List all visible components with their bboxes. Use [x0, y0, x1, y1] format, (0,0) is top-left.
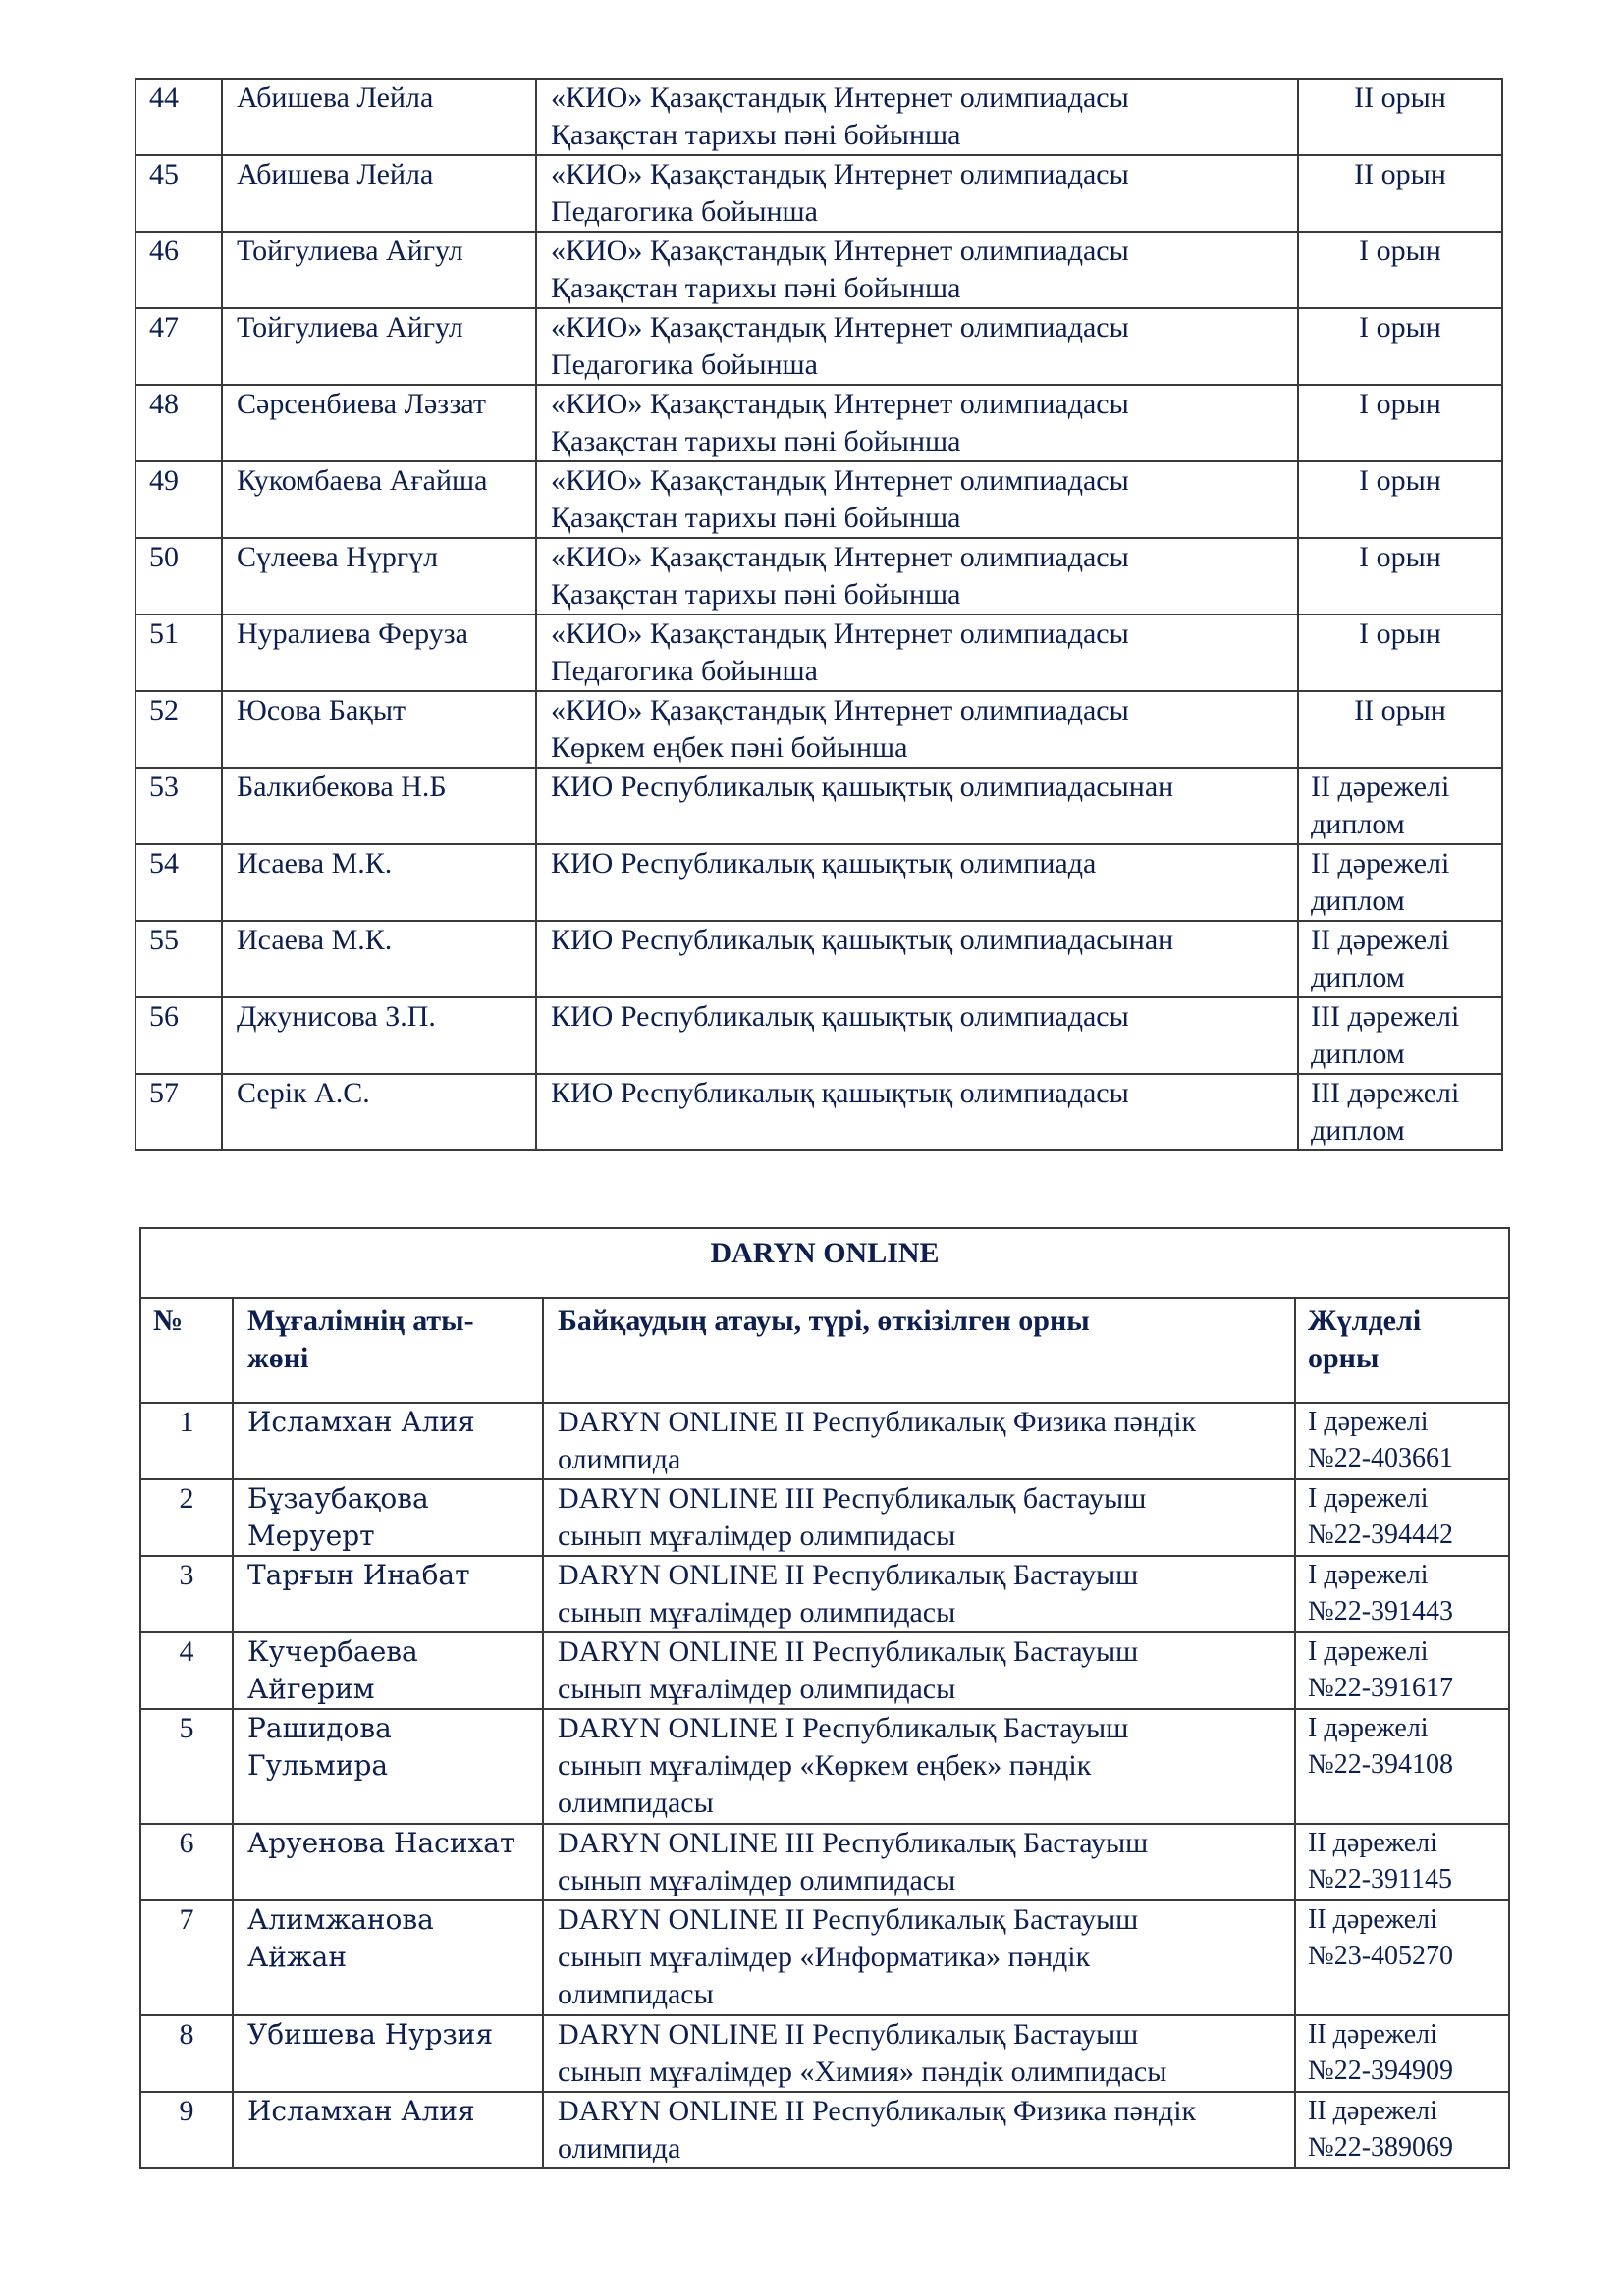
place-cell: [1295, 2015, 1509, 2092]
header-event: Байқаудың атауы, түрі, өткізілген орны: [543, 1298, 1295, 1403]
teacher-name: [233, 1556, 543, 1632]
table-row: [135, 308, 1502, 385]
place-line: диплом: [1311, 1038, 1405, 1070]
teacher-name: Юсова Бақыт: [222, 691, 536, 768]
place-cell: [1295, 1479, 1509, 1556]
table-row: [135, 538, 1502, 614]
header-line: Мұғалімнің аты-: [247, 1305, 474, 1337]
event-cell: [543, 1556, 1295, 1632]
row-number: 53: [135, 768, 222, 844]
certificate-number: №23-405270: [1308, 1941, 1454, 1971]
name-line: Исламхан Алия: [247, 2095, 475, 2127]
table-row: [135, 997, 1502, 1074]
event-cell: [543, 2092, 1295, 2168]
place-cell: [1298, 691, 1502, 768]
daryn-online-table: [139, 1227, 1510, 2169]
place-cell: [1298, 844, 1502, 921]
teacher-name: Джунисова З.П.: [222, 997, 536, 1074]
place-line: II дәрежелі: [1311, 771, 1450, 803]
certificate-number: №22-394108: [1308, 1749, 1454, 1780]
event-cell: [543, 1709, 1295, 1824]
event-line: «КИО» Қазақстандық Интернет олимпиадасы: [551, 388, 1129, 420]
event-line: Қазақстан тарихы пәні бойынша: [551, 502, 961, 534]
place-cell: [1295, 1556, 1509, 1632]
event-line: DARYN ONLINE II Республикалық Физика пәндік: [558, 1406, 1197, 1438]
name-line: Тарғын Инабат: [247, 1559, 470, 1591]
place-line: диплом: [1311, 808, 1405, 840]
event-cell: [536, 691, 1298, 768]
event-line: «КИО» Қазақстандық Интернет олимпиадасы: [551, 464, 1129, 497]
event-line: DARYN ONLINE II Республикалық Бастауыш: [558, 1559, 1139, 1591]
table-header-row: [140, 1298, 1509, 1403]
table-row: [135, 232, 1502, 308]
place-line: I дәрежелі: [1308, 1560, 1429, 1590]
row-number: 8: [140, 2015, 233, 2092]
place-cell: [1295, 1900, 1509, 2015]
teacher-name: [233, 1632, 543, 1709]
teacher-name: Кукомбаева Ағайша: [222, 461, 536, 538]
teacher-name: Серік А.С.: [222, 1074, 536, 1150]
table-row: [135, 385, 1502, 461]
place-cell: [1298, 614, 1502, 691]
event-line: Педагогика бойынша: [551, 348, 818, 381]
table-row: [135, 691, 1502, 768]
event-line: КИО Республикалық қашықтық олимпиада: [551, 847, 1097, 880]
place-cell: [1295, 1632, 1509, 1709]
event-cell: [536, 1074, 1298, 1150]
teacher-name: [233, 2092, 543, 2168]
row-number: 3: [140, 1556, 233, 1632]
teacher-name: Исаева М.К.: [222, 921, 536, 997]
teacher-name: Балкибекова Н.Б: [222, 768, 536, 844]
event-cell: [536, 921, 1298, 997]
table-row: [135, 1074, 1502, 1150]
certificate-number: №22-391145: [1308, 1864, 1452, 1895]
row-number: 1: [140, 1403, 233, 1479]
place-line: диплом: [1311, 884, 1405, 917]
row-number: 4: [140, 1632, 233, 1709]
row-number: 52: [135, 691, 222, 768]
name-line: Меруерт: [247, 1520, 375, 1552]
table-row: [140, 1824, 1509, 1900]
event-line: «КИО» Қазақстандық Интернет олимпиадасы: [551, 81, 1129, 114]
name-line: Айгерим: [247, 1673, 375, 1705]
row-number: 51: [135, 614, 222, 691]
place-line: II дәрежелі: [1311, 924, 1450, 956]
name-line: Кучербаева: [247, 1635, 418, 1668]
place-line: III дәрежелі: [1311, 1000, 1460, 1033]
row-number: 48: [135, 385, 222, 461]
teacher-name: Нуралиева Феруза: [222, 614, 536, 691]
place-line: II дәрежелі: [1308, 2019, 1437, 2050]
row-number: 46: [135, 232, 222, 308]
place-line: II орын: [1354, 694, 1446, 726]
place-line: II орын: [1354, 81, 1446, 114]
certificate-number: №22-391617: [1308, 1673, 1454, 1703]
teacher-name: Абишева Лейла: [222, 79, 536, 155]
place-line: I дәрежелі: [1308, 1483, 1429, 1514]
event-line: DARYN ONLINE I Республикалық Бастауыш: [558, 1712, 1129, 1744]
event-line: «КИО» Қазақстандық Интернет олимпиадасы: [551, 617, 1129, 650]
event-line: олимпидасы: [558, 1787, 714, 1819]
event-line: DARYN ONLINE III Республикалық Бастауыш: [558, 1827, 1149, 1859]
table-title-row: [140, 1228, 1509, 1298]
table-row: [135, 844, 1502, 921]
place-line: II дәрежелі: [1308, 1828, 1437, 1858]
table-row: [135, 155, 1502, 232]
table-row: [140, 2092, 1509, 2168]
event-line: олимпида: [558, 1443, 681, 1475]
header-line: Жүлделі: [1308, 1305, 1422, 1337]
place-cell: [1298, 461, 1502, 538]
place-line: II дәрежелі: [1308, 2096, 1437, 2126]
place-line: I дәрежелі: [1308, 1713, 1429, 1743]
table-row: [140, 2015, 1509, 2092]
place-line: I орын: [1359, 311, 1441, 344]
place-cell: [1298, 79, 1502, 155]
name-line: Убишева Нурзия: [247, 2018, 494, 2051]
event-line: DARYN ONLINE II Республикалық Физика пәндік: [558, 2095, 1197, 2127]
event-line: «КИО» Қазақстандық Интернет олимпиадасы: [551, 311, 1129, 344]
event-line: Қазақстан тарихы пәні бойынша: [551, 119, 961, 151]
teacher-name: Сәрсенбиева Ләззат: [222, 385, 536, 461]
name-line: Исламхан Алия: [247, 1406, 475, 1438]
certificate-number: №22-403661: [1308, 1443, 1454, 1473]
teacher-name: Тойгулиева Айгул: [222, 232, 536, 308]
row-number: 49: [135, 461, 222, 538]
header-place: [1295, 1298, 1509, 1403]
event-line: Педагогика бойынша: [551, 195, 818, 228]
event-line: Қазақстан тарихы пәні бойынша: [551, 272, 961, 304]
table-row: [135, 614, 1502, 691]
event-cell: [536, 308, 1298, 385]
place-line: II дәрежелі: [1311, 847, 1450, 880]
event-cell: [543, 1824, 1295, 1900]
event-line: КИО Республикалық қашықтық олимпиадасы: [551, 1000, 1129, 1033]
place-cell: [1298, 308, 1502, 385]
event-line: DARYN ONLINE II Республикалық Бастауыш: [558, 1635, 1139, 1668]
name-line: Аруенова Насихат: [247, 1827, 515, 1859]
place-line: III дәрежелі: [1311, 1077, 1460, 1109]
event-line: «КИО» Қазақстандық Интернет олимпиадасы: [551, 694, 1129, 726]
event-line: КИО Республикалық қашықтық олимпиадасынан: [551, 771, 1174, 803]
event-line: сынып мұғалімдер олимпидасы: [558, 1596, 956, 1629]
table-row: [140, 1479, 1509, 1556]
place-line: II дәрежелі: [1308, 1904, 1437, 1935]
event-cell: [536, 461, 1298, 538]
event-line: сынып мұғалімдер «Көркем еңбек» пәндік: [558, 1749, 1092, 1782]
name-line: Гульмира: [247, 1749, 389, 1782]
event-line: сынып мұғалімдер олимпидасы: [558, 1864, 956, 1896]
table-row: [140, 1403, 1509, 1479]
row-number: 54: [135, 844, 222, 921]
place-cell: [1295, 1403, 1509, 1479]
name-line: Рашидова: [247, 1712, 392, 1744]
place-line: I дәрежелі: [1308, 1407, 1429, 1437]
place-cell: [1298, 155, 1502, 232]
place-line: I орын: [1359, 464, 1441, 497]
table-row: [140, 1556, 1509, 1632]
place-line: I орын: [1359, 235, 1441, 267]
row-number: 44: [135, 79, 222, 155]
table-row: [140, 1709, 1509, 1824]
event-line: Қазақстан тарихы пәні бойынша: [551, 578, 961, 611]
place-line: диплом: [1311, 961, 1405, 993]
event-cell: [543, 2015, 1295, 2092]
teacher-name: Сүлеева Нүргүл: [222, 538, 536, 614]
place-line: диплом: [1311, 1114, 1405, 1147]
name-line: Айжан: [247, 1941, 347, 1973]
place-line: I орын: [1359, 617, 1441, 650]
event-line: «КИО» Қазақстандық Интернет олимпиадасы: [551, 235, 1129, 267]
event-cell: [536, 385, 1298, 461]
table-row: [140, 1632, 1509, 1709]
place-line: I дәрежелі: [1308, 1636, 1429, 1667]
event-line: Педагогика бойынша: [551, 655, 818, 687]
place-cell: [1298, 538, 1502, 614]
place-cell: [1298, 385, 1502, 461]
event-cell: [536, 538, 1298, 614]
row-number: 50: [135, 538, 222, 614]
event-cell: [543, 1900, 1295, 2015]
event-line: Көркем еңбек пәні бойынша: [551, 731, 908, 764]
header-line: жөні: [247, 1342, 309, 1374]
header-teacher-name: [233, 1298, 543, 1403]
certificate-number: №22-394442: [1308, 1520, 1454, 1550]
event-line: сынып мұғалімдер «Химия» пәндік олимпидасы: [558, 2056, 1167, 2088]
event-line: «КИО» Қазақстандық Интернет олимпиадасы: [551, 541, 1129, 573]
place-line: II орын: [1354, 158, 1446, 190]
teacher-name: [233, 1900, 543, 2015]
event-line: Қазақстан тарихы пәні бойынша: [551, 425, 961, 457]
table-row: [140, 1900, 1509, 2015]
event-cell: [536, 844, 1298, 921]
place-cell: [1298, 232, 1502, 308]
place-cell: [1298, 768, 1502, 844]
row-number: 57: [135, 1074, 222, 1150]
teacher-name: [233, 1403, 543, 1479]
event-line: DARYN ONLINE III Республикалық бастауыш: [558, 1482, 1147, 1515]
certificate-number: №22-391443: [1308, 1596, 1454, 1627]
row-number: 2: [140, 1479, 233, 1556]
kio-results-table: [135, 78, 1503, 1151]
event-line: КИО Республикалық қашықтық олимпиадасынан: [551, 924, 1174, 956]
event-line: КИО Республикалық қашықтық олимпиадасы: [551, 1077, 1129, 1109]
event-line: сынып мұғалімдер олимпидасы: [558, 1520, 956, 1552]
place-cell: [1295, 1824, 1509, 1900]
table-title: DARYN ONLINE: [140, 1228, 1509, 1298]
name-line: Алимжанова: [247, 1903, 434, 1936]
event-line: DARYN ONLINE II Республикалық Бастауыш: [558, 2018, 1139, 2051]
row-number: 7: [140, 1900, 233, 2015]
row-number: 5: [140, 1709, 233, 1824]
teacher-name: [233, 2015, 543, 2092]
place-cell: [1298, 921, 1502, 997]
event-cell: [543, 1403, 1295, 1479]
row-number: 55: [135, 921, 222, 997]
row-number: 56: [135, 997, 222, 1074]
place-line: I орын: [1359, 388, 1441, 420]
row-number: 6: [140, 1824, 233, 1900]
row-number: 9: [140, 2092, 233, 2168]
event-line: сынып мұғалімдер олимпидасы: [558, 1673, 956, 1705]
event-line: олимпидасы: [558, 1978, 714, 2010]
table-row: [135, 79, 1502, 155]
name-line: Бұзаубақова: [247, 1482, 429, 1515]
event-line: сынып мұғалімдер «Информатика» пәндік: [558, 1941, 1091, 1973]
event-cell: [536, 768, 1298, 844]
table-row: [135, 921, 1502, 997]
teacher-name: Абишева Лейла: [222, 155, 536, 232]
table-row: [135, 461, 1502, 538]
event-cell: [543, 1479, 1295, 1556]
header-line: орны: [1308, 1342, 1380, 1374]
place-cell: [1295, 2092, 1509, 2168]
place-line: I орын: [1359, 541, 1441, 573]
row-number: 47: [135, 308, 222, 385]
teacher-name: Тойгулиева Айгул: [222, 308, 536, 385]
place-cell: [1298, 997, 1502, 1074]
teacher-name: [233, 1824, 543, 1900]
place-cell: [1298, 1074, 1502, 1150]
table-row: [135, 768, 1502, 844]
teacher-name: [233, 1479, 543, 1556]
event-cell: [536, 997, 1298, 1074]
event-line: «КИО» Қазақстандық Интернет олимпиадасы: [551, 158, 1129, 190]
event-cell: [536, 79, 1298, 155]
event-cell: [543, 1632, 1295, 1709]
teacher-name: Исаева М.К.: [222, 844, 536, 921]
event-line: олимпида: [558, 2132, 681, 2164]
row-number: 45: [135, 155, 222, 232]
event-cell: [536, 155, 1298, 232]
event-line: DARYN ONLINE II Республикалық Бастауыш: [558, 1903, 1139, 1936]
certificate-number: №22-394909: [1308, 2056, 1454, 2086]
certificate-number: №22-389069: [1308, 2132, 1454, 2163]
teacher-name: [233, 1709, 543, 1824]
header-number: №: [140, 1298, 233, 1403]
event-cell: [536, 232, 1298, 308]
event-cell: [536, 614, 1298, 691]
place-cell: [1295, 1709, 1509, 1824]
